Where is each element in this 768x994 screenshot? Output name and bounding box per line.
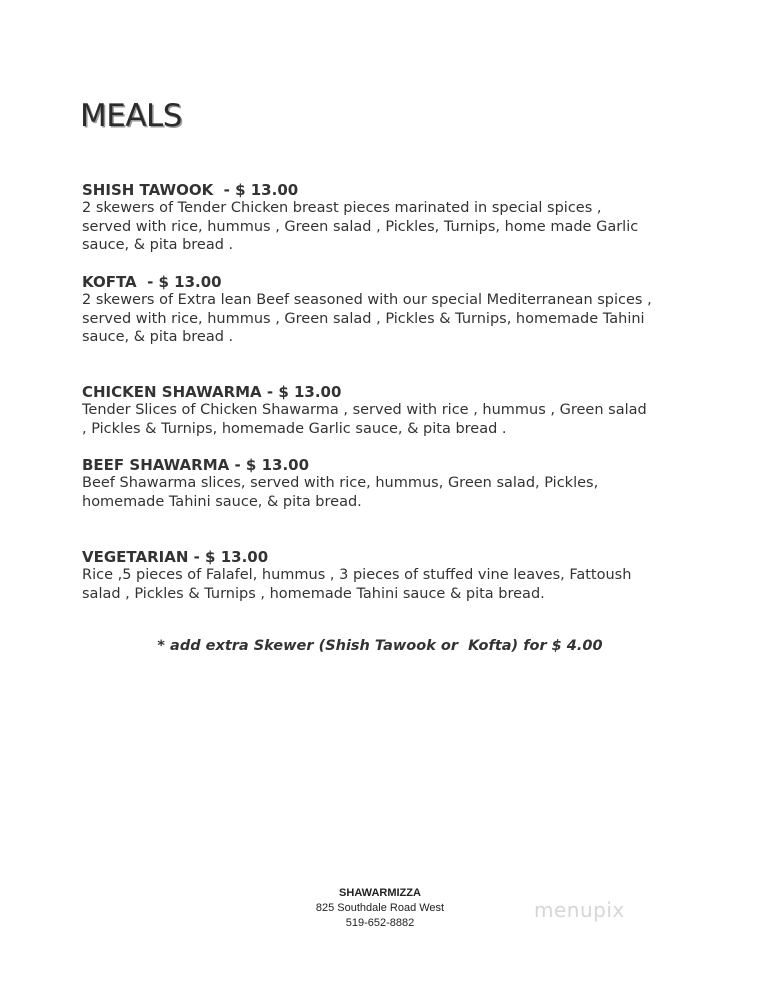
page-title: MEALS <box>80 98 182 134</box>
item-description: 2 skewers of Extra lean Beef seasoned with our special Mediterranean spices , served with rice, hummus , Green salad , Pickles & Turnips, homemade Tahini sauce, & pita bread . <box>82 292 652 345</box>
item-heading: VEGETARIAN - $ 13.00 <box>82 548 269 566</box>
watermark-text: menu <box>534 898 594 922</box>
watermark-suffix: pix <box>593 898 625 922</box>
extra-skewer-note: * add extra Skewer (Shish Tawook or Kofta) for $ 4.00 <box>157 638 603 654</box>
item-description: Tender Slices of Chicken Shawarma , served with rice , hummus , Green salad , Pickles & Turnips, homemade Garlic sauce, & pita bread . <box>82 402 647 437</box>
restaurant-phone: 519-652-8882 <box>345 917 415 929</box>
item-heading: SHISH TAWOOK - $ 13.00 <box>82 181 299 199</box>
item-description: 2 skewers of Tender Chicken breast pieces marinated in special spices , served with rice, hummus , Green salad , Pickles, Turnips, home made Garlic sauce, & pita bread . <box>82 200 639 253</box>
restaurant-name: SHAWARMIZZA <box>339 887 421 899</box>
item-heading: CHICKEN SHAWARMA - $ 13.00 <box>82 383 342 401</box>
item-heading: BEEF SHAWARMA - $ 13.00 <box>82 456 310 474</box>
menu-item-chicken-shawarma <box>82 383 692 438</box>
menupix-watermark <box>534 898 625 922</box>
restaurant-address: 825 Southdale Road West <box>315 902 445 914</box>
item-heading: KOFTA - $ 13.00 <box>82 273 222 291</box>
menu-item-kofta <box>82 273 692 347</box>
menu-item-shish-tawook <box>82 181 692 255</box>
item-description: Beef Shawarma slices, served with rice, hummus, Green salad, Pickles, homemade Tahini sauce, & pita bread. <box>82 475 599 510</box>
item-description: Rice ,5 pieces of Falafel, hummus , 3 pieces of stuffed vine leaves, Fattoush salad , Pickles & Turnips , homemade Tahini sauce & pita bread. <box>82 567 632 602</box>
menu-item-beef-shawarma <box>82 456 692 511</box>
menu-item-vegetarian <box>82 548 692 603</box>
restaurant-footer <box>280 886 480 931</box>
